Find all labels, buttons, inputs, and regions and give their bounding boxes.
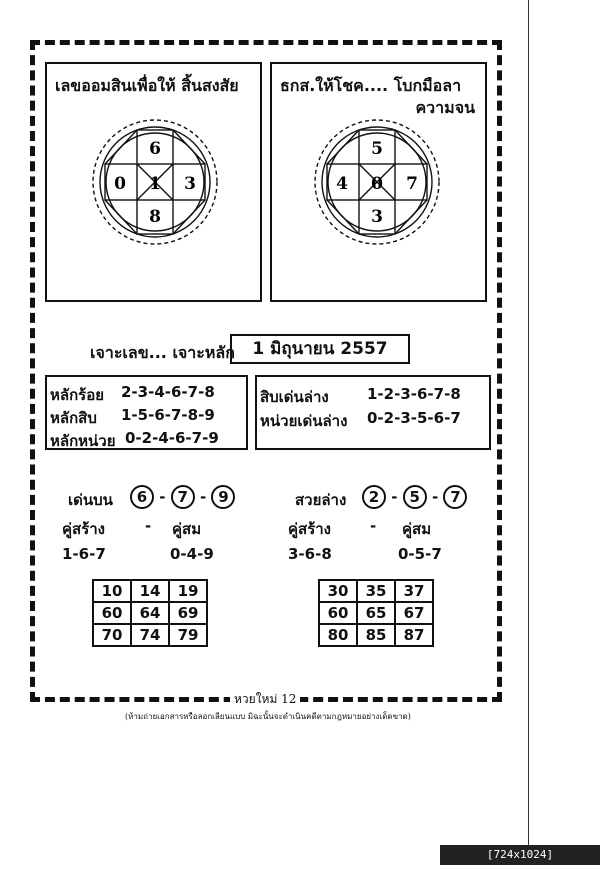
panel-right-title: ธกส.ให้โชค.... โบกมือลา [280, 76, 462, 95]
panel-left [45, 62, 262, 302]
pair-build-value: 1-6-7 [62, 545, 106, 563]
grid-cell: 69 [169, 602, 207, 624]
mandala-right [312, 112, 442, 252]
circled-digit: 7 [443, 485, 467, 509]
grid-cell: 35 [357, 580, 395, 602]
pair-mix-value: 0-5-7 [398, 545, 442, 563]
dash: - [370, 517, 377, 535]
digit-row-value: 1-2-3-6-7-8 [367, 385, 461, 403]
grid-cell: 30 [319, 580, 357, 602]
top-prize-grid [92, 579, 208, 647]
pair-mix-label: คู่สม [402, 520, 432, 538]
left-num-top: 6 [149, 139, 161, 159]
top-prize-circled [130, 485, 235, 509]
grid-cell: 87 [395, 624, 433, 646]
digit-row-label: หลักหน่วย [50, 432, 116, 450]
digit-row-label: หลักร้อย [50, 386, 105, 404]
left-num-left: 0 [114, 174, 126, 194]
circled-digit: 2 [362, 485, 386, 509]
bottom-prize-grid [318, 579, 434, 647]
pair-build-value: 3-6-8 [288, 545, 332, 563]
digit-row-value: 1-5-6-7-8-9 [121, 406, 215, 424]
dash: - [391, 488, 398, 506]
circled-digit: 6 [130, 485, 154, 509]
left-num-bottom: 8 [149, 207, 161, 227]
grid-cell: 37 [395, 580, 433, 602]
bottom-prize-circled [362, 485, 467, 509]
scan-edge [528, 0, 600, 865]
pair-build-label: คู่สร้าง [288, 520, 331, 538]
watermark: [724x1024] https://upic.me/ [440, 845, 600, 865]
circled-digit: 5 [403, 485, 427, 509]
grid-cell: 79 [169, 624, 207, 646]
digit-row-label: หน่วยเด่นล่าง [260, 412, 348, 430]
dash: - [199, 488, 207, 506]
circled-digit: 9 [211, 485, 235, 509]
grid-cell: 10 [93, 580, 131, 602]
pair-mix-value: 0-4-9 [170, 545, 214, 563]
right-num-bottom: 3 [371, 207, 383, 227]
grid-cell: 60 [93, 602, 131, 624]
digit-row-value: 2-3-4-6-7-8 [121, 383, 215, 401]
grid-cell: 19 [169, 580, 207, 602]
digit-row-label: หลักสิบ [50, 409, 97, 427]
grid-cell: 14 [131, 580, 169, 602]
right-num-top: 5 [371, 139, 383, 159]
mandala-left [90, 112, 220, 252]
digits-left-box [45, 375, 248, 450]
digits-right-box [255, 375, 491, 450]
circled-digit: 7 [171, 485, 195, 509]
pair-build-label: คู่สร้าง [62, 520, 105, 538]
top-prize-label: เด่นบน [68, 491, 113, 509]
right-num-center: 0 [371, 174, 383, 194]
right-num-right: 7 [406, 174, 418, 194]
focus-label: เจาะเลข... เจาะหลัก [90, 343, 235, 362]
digit-row-label: สิบเด่นล่าง [260, 388, 329, 406]
panel-right [270, 62, 487, 302]
dash: - [145, 517, 152, 535]
digit-row-value: 0-2-3-5-6-7 [367, 409, 461, 427]
grid-cell: 60 [319, 602, 357, 624]
dash: - [431, 488, 439, 506]
grid-cell: 74 [131, 624, 169, 646]
digit-row-value: 0-2-4-6-7-9 [125, 429, 219, 447]
panel-left-title: เลขออมสินเพื่อให้ สิ้นสงสัย [55, 76, 239, 95]
grid-cell: 64 [131, 602, 169, 624]
grid-cell: 85 [357, 624, 395, 646]
grid-cell: 70 [93, 624, 131, 646]
grid-cell: 65 [357, 602, 395, 624]
grid-cell: 67 [395, 602, 433, 624]
dash: - [159, 488, 166, 506]
panel-right-subtitle: ความจน [415, 98, 475, 117]
right-num-left: 4 [336, 174, 348, 194]
left-num-center: 1 [149, 174, 161, 194]
focus-date: 1 มิถุนายน 2557 [230, 334, 410, 364]
copyright-notice: (ห้ามถ่ายเอกสารหรือลอกเลียนแบบ มิฉะนั้นจะดำเนินคดีตามกฎหมายอย่างเด็ดขาด) [125, 712, 411, 721]
left-num-right: 3 [184, 174, 196, 194]
page-number: หวยใหม่ 12 [230, 690, 300, 709]
bottom-prize-label: สวยล่าง [295, 491, 347, 509]
pair-mix-label: คู่สม [172, 520, 202, 538]
grid-cell: 80 [319, 624, 357, 646]
